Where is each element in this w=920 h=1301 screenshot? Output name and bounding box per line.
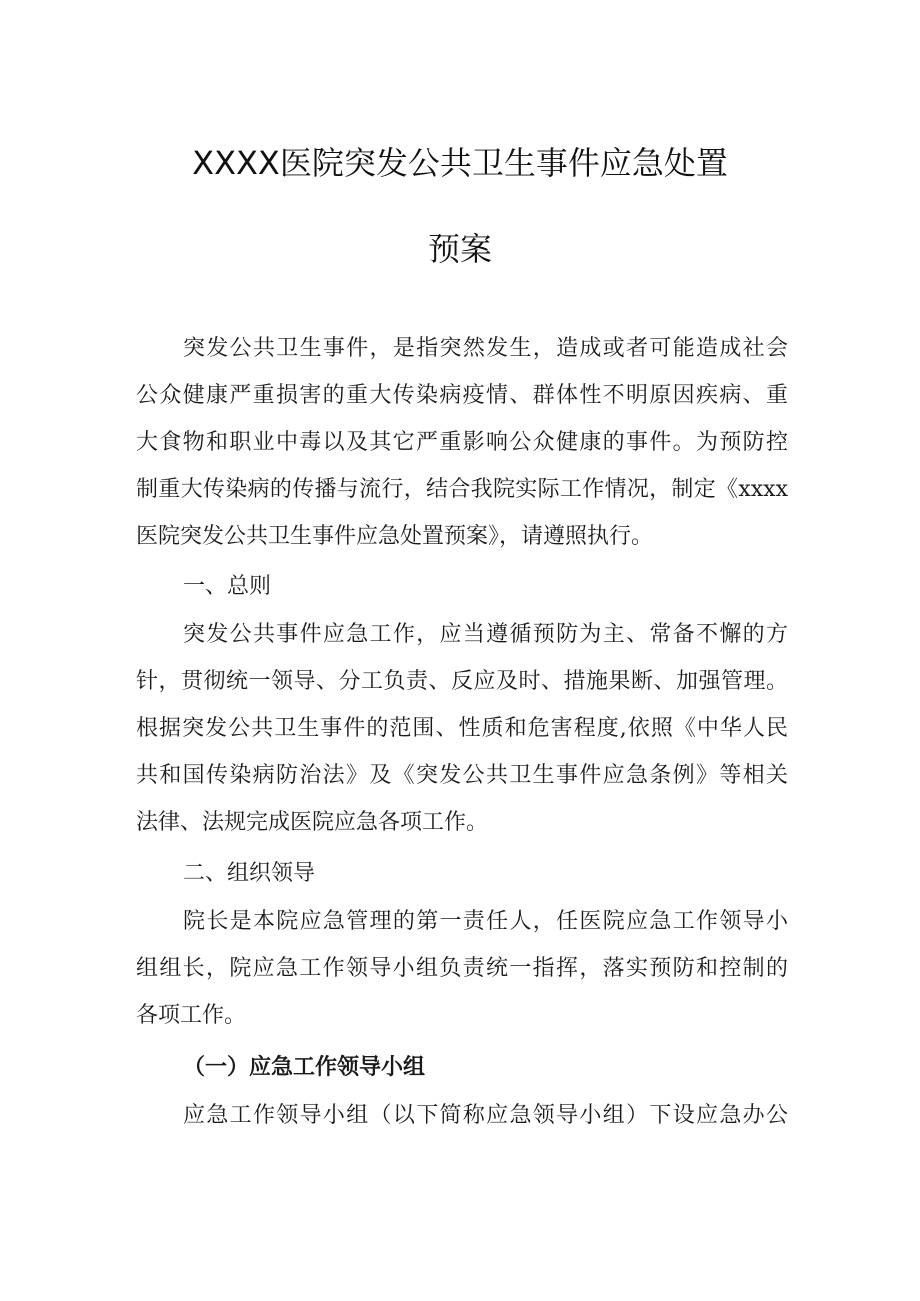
- section-heading-general: 一、总则: [183, 574, 272, 599]
- intro-line: 大食物和职业中毒以及其它严重影响公众健康的事件。为预防控: [136, 430, 788, 455]
- intro-line: 医院突发公共卫生事件应急处置预案》，请遵照执行。: [136, 524, 654, 549]
- section1-line: 针，贯彻统一领导、分工负责、反应及时、措施果断、加强管理。: [136, 669, 788, 694]
- document-title-line-2: 预案: [427, 230, 492, 268]
- intro-line: 公众健康严重损害的重大传染病疫情、群体性不明原因疾病、重: [136, 383, 788, 408]
- section2-line: 院长是本院应急管理的第一责任人，任医院应急工作领导小: [183, 909, 788, 934]
- subsection1-line: 应急工作领导小组（以下简称应急领导小组）下设应急办公: [183, 1103, 788, 1128]
- section2-line: 各项工作。: [136, 1003, 247, 1028]
- subsection-heading-leading-group: （一）应急工作领导小组: [183, 1055, 426, 1080]
- section1-line: 共和国传染病防治法》及《突发公共卫生事件应急条例》等相关: [136, 763, 788, 788]
- section1-line: 突发公共事件应急工作，应当遵循预防为主、常备不懈的方: [183, 622, 788, 647]
- document-title-line-1: XXXX医院突发公共卫生事件应急处置: [192, 144, 728, 182]
- section1-line: 法律、法规完成医院应急各项工作。: [136, 810, 489, 835]
- intro-line: 突发公共卫生事件，是指突然发生，造成或者可能造成社会: [183, 336, 788, 361]
- section1-line: 根据突发公共卫生事件的范围、性质和危害程度,依照《中华人民: [136, 716, 788, 741]
- section2-line: 组组长，院应急工作领导小组负责统一指挥，落实预防和控制的: [136, 956, 788, 981]
- intro-line: 制重大传染病的传播与流行，结合我院实际工作情况，制定《xxxx: [136, 477, 788, 502]
- section-heading-organization: 二、组织领导: [183, 861, 316, 886]
